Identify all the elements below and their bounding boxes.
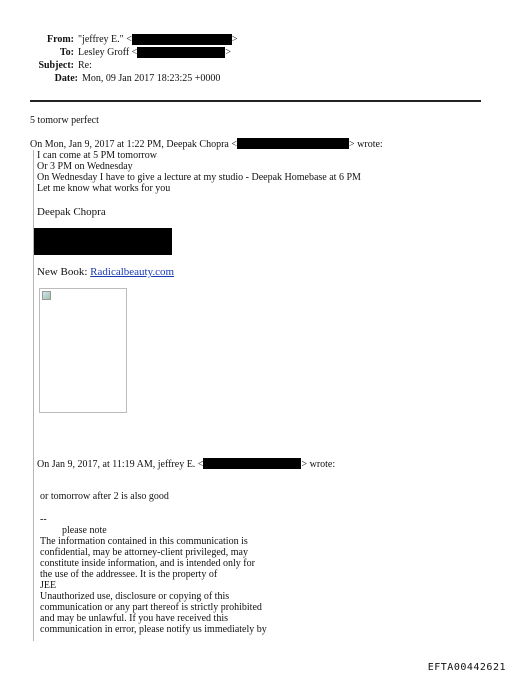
disclaimer-line: The information contained in this communication is — [40, 536, 248, 547]
document-id: EFTA00442621 — [427, 662, 506, 673]
to-close: > — [225, 46, 231, 58]
signature-dash: -- — [40, 514, 47, 525]
reply-body: 5 tomorw perfect — [30, 115, 99, 126]
please-note: please note — [62, 525, 107, 536]
redaction-box — [132, 34, 232, 45]
disclaimer-line: communication or any part thereof is strictly prohibited — [40, 602, 262, 613]
signature-name: Deepak Chopra — [37, 206, 106, 218]
header-divider — [30, 100, 481, 102]
quote2-attribution — [37, 458, 335, 471]
disclaimer-line: communication in error, please notify us immediately by — [40, 624, 267, 635]
quote2-body: or tomorrow after 2 is also good — [40, 491, 169, 502]
disclaimer-line: constitute inside information, and is intended only for — [40, 558, 255, 569]
redaction-box — [203, 458, 301, 469]
from-label: From: — [46, 33, 74, 45]
subject-value: Re: — [78, 59, 92, 71]
quote2-attribution-end: > wrote: — [301, 459, 336, 470]
new-book-line — [37, 266, 174, 279]
date-value: Mon, 09 Jan 2017 18:23:25 +0000 — [82, 72, 221, 84]
broken-image-placeholder — [39, 288, 127, 413]
quote1-line: I can come at 5 PM tomorrow — [37, 150, 157, 161]
disclaimer-line: confidential, may be attorney-client privileged, may — [40, 547, 248, 558]
broken-image-icon — [42, 291, 51, 300]
quote1-line: Let me know what works for you — [37, 183, 171, 194]
to-label: To: — [59, 46, 74, 58]
quote-bar — [33, 150, 34, 641]
redaction-box — [137, 47, 225, 58]
quote2-attribution-start: On Jan 9, 2017, at 11:19 AM, jeffrey E. < — [37, 459, 204, 470]
quote1-attribution-end: > wrote: — [349, 139, 383, 150]
email-header — [30, 33, 330, 85]
new-book-link[interactable]: Radicalbeauty.com — [90, 266, 175, 278]
new-book-label: New Book: — [37, 266, 91, 278]
quote1-line: On Wednesday I have to give a lecture at my studio - Deepak Homebase at 6 PM — [37, 172, 361, 183]
quote1-line: Or 3 PM on Wednesday — [37, 161, 133, 172]
to-row — [30, 46, 330, 59]
disclaimer-line: and may be unlawful. If you have received this — [40, 613, 228, 624]
disclaimer-line: the use of the addressee. It is the property of — [40, 569, 218, 580]
redaction-box — [34, 228, 172, 255]
to-value: Lesley Groff < — [78, 46, 138, 58]
disclaimer-line: Unauthorized use, disclosure or copying of this — [40, 591, 230, 602]
subject-label: Subject: — [38, 59, 74, 71]
subject-row — [30, 59, 330, 72]
from-value: "jeffrey E." < — [78, 33, 132, 45]
date-row — [30, 72, 330, 85]
date-label: Date: — [54, 72, 78, 84]
disclaimer-line: JEE — [40, 580, 57, 591]
from-close: > — [231, 33, 238, 45]
redaction-box — [237, 138, 349, 149]
quote1-attribution-start: On Mon, Jan 9, 2017 at 1:22 PM, Deepak Chopra < — [30, 139, 238, 150]
from-row — [30, 33, 330, 46]
